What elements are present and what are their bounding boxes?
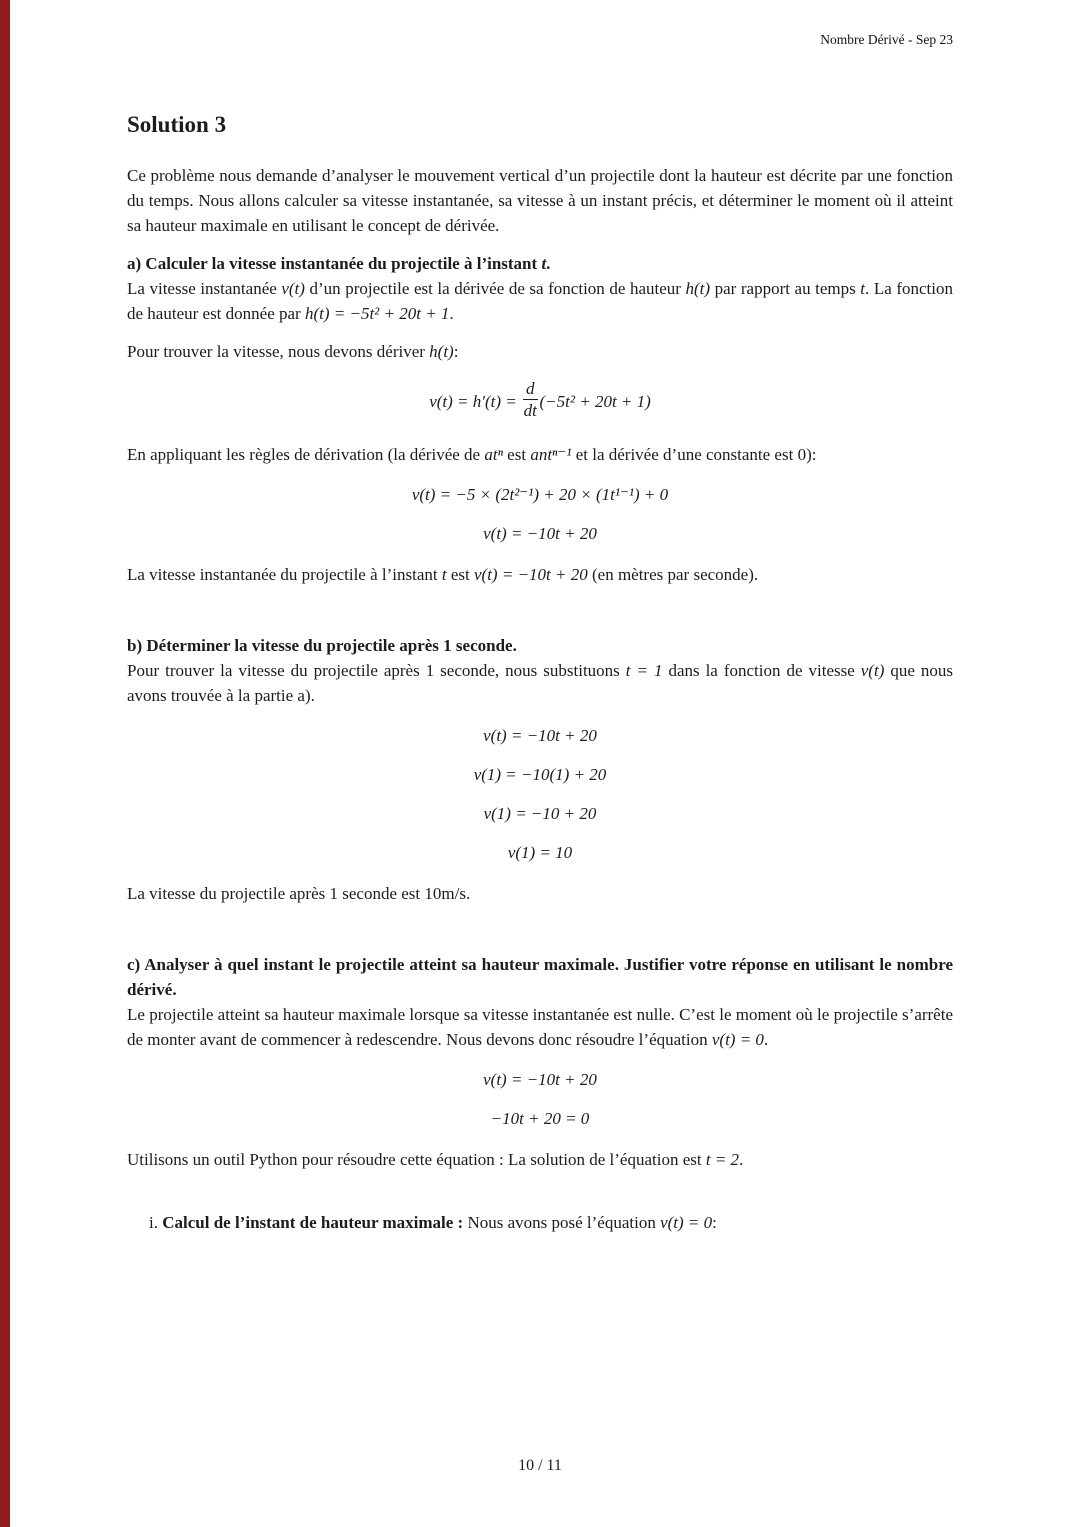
doc-title: Nombre Dérivé - Sep 23 (820, 32, 953, 47)
section-c-heading: c) Analyser à quel instant le projectile atteint sa hauteur maximale. Justifier votre réponse en utilisant le nombre dérivé. (127, 954, 953, 999)
section-a-heading: a) Calculer la vitesse instantanée du projectile à l’instant t. (127, 253, 551, 273)
accent-bar (0, 0, 10, 1527)
section-b (127, 634, 953, 907)
equation-velocity-result: v(t) = −10t + 20 (483, 523, 597, 543)
fraction: $\frac{d}{dt}$ (523, 378, 537, 421)
equation-b-step-4: v(1) = 10 (507, 842, 573, 862)
equation-c-step-1: v(t) = −10t + 20 (483, 1069, 597, 1089)
content (127, 112, 953, 1249)
solution-title: Solution 3 (127, 112, 227, 137)
page-header (820, 32, 953, 48)
intro-paragraph: Ce problème nous demande d’analyser le mouvement vertical d’un projectile dont la hauteur est décrite par une fonction du temps. Nous allons calculer sa vitesse instantanée, sa vitesse à un instant précis, et déterminer le moment où il atteint sa hauteur maximale en utilisant le concept de dérivée. (127, 166, 953, 235)
page-footer (0, 1457, 1080, 1475)
section-a (127, 252, 953, 588)
equation-b-step-1: v(t) = −10t + 20 (483, 725, 597, 745)
section-b-heading: b) Déterminer la vitesse du projectile après 1 seconde. (127, 635, 517, 655)
equation-derivation-step: v(t) = −5 × (2t²⁻¹) + 20 × (1t¹⁻¹) + 0 (411, 484, 669, 504)
equation-derivative-definition: v(t) = h′(t) = $\frac{d}{dt}$ (−5t² + 20t + 1) (429, 378, 651, 421)
section-a-paragraph-2: Pour trouver la vitesse, nous devons dériver h(t): (127, 341, 459, 361)
section-b-paragraph-1: Pour trouver la vitesse du projectile après 1 seconde, nous substituons t = 1 dans la fonction de vitesse v(t) que nous avons trouvée à la partie a). (127, 660, 953, 705)
section-c-paragraph-2: Utilisons un outil Python pour résoudre cette équation : La solution de l’équation est t = 2. (127, 1149, 744, 1169)
section-c (127, 953, 953, 1236)
section-a-paragraph-4: La vitesse instantanée du projectile à l’instant t est v(t) = −10t + 20 (en mètres par seconde). (127, 564, 759, 584)
section-a-paragraph-3: En appliquant les règles de dérivation (la dérivée de atⁿ est antⁿ⁻¹ et la dérivée d’une constante est 0): (127, 444, 817, 464)
page-number: 10 / 11 (518, 1457, 562, 1474)
equation-b-step-2: v(1) = −10(1) + 20 (473, 764, 607, 784)
list-item-max-height: i. Calcul de l’instant de hauteur maximale : Nous avons posé l’équation v(t) = 0: (149, 1212, 717, 1232)
section-a-paragraph-1: La vitesse instantanée v(t) d’un projectile est la dérivée de sa fonction de hauteur h(t) par rapport au temps t. La fonction de hauteur est donnée par h(t) = −5t² + 20t + 1. (127, 278, 953, 323)
equation-c-step-2: −10t + 20 = 0 (490, 1108, 590, 1128)
section-c-paragraph-1: Le projectile atteint sa hauteur maximale lorsque sa vitesse instantanée est nulle. C’est le moment où le projectile s’arrête de monter avant de commencer à redescendre. Nous devons donc résoudre l’équation v(t) = 0. (127, 1004, 953, 1049)
section-b-paragraph-2: La vitesse du projectile après 1 seconde est 10m/s. (127, 883, 471, 903)
equation-b-step-3: v(1) = −10 + 20 (483, 803, 597, 823)
